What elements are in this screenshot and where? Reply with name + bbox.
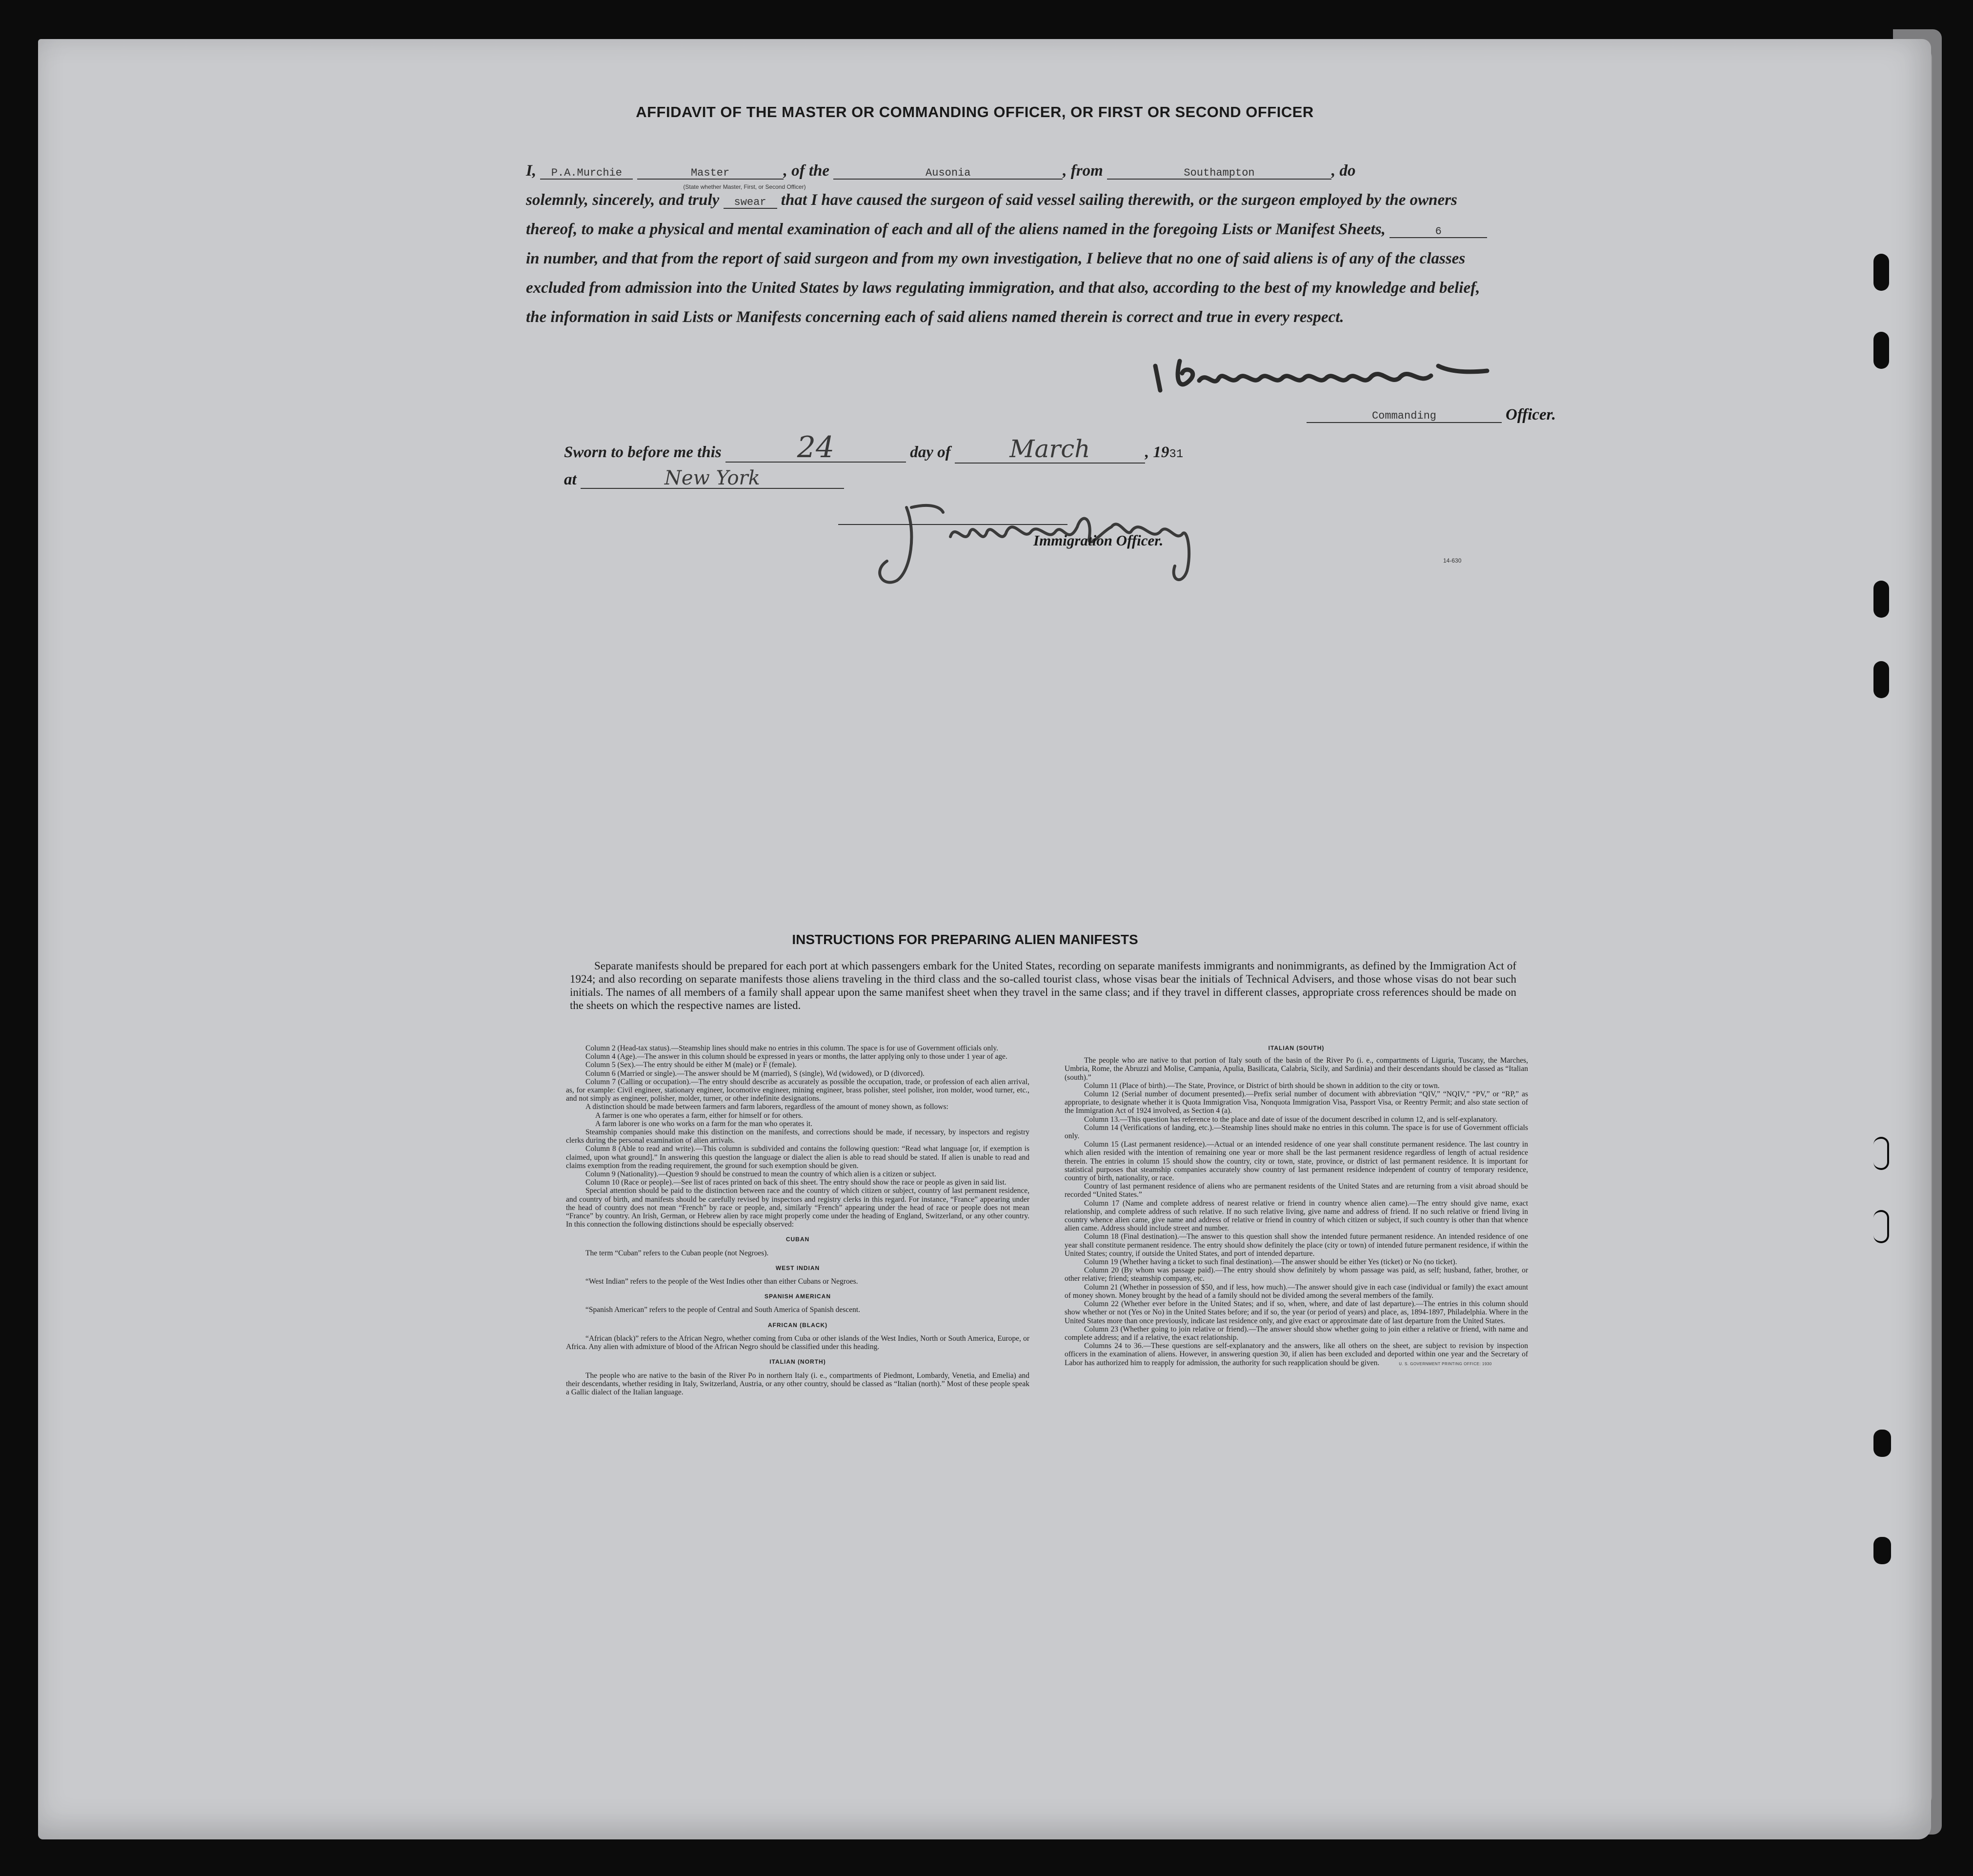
day-of-label: day of xyxy=(910,444,951,461)
instruction-paragraph: Column 8 (Able to read and write).—This column is subdivided and contains the following question: “Read what language [or, if exemption is claimed, upon what ground].” In answering this question the language or dialect the alien is able to read should be stated. If alien is unable to read and claims exemption from the reading requirement, the ground for such exemption should be given. xyxy=(566,1145,1029,1170)
port-field: Southampton xyxy=(1107,168,1331,180)
section-heading-italian-south: ITALIAN (SOUTH) xyxy=(1268,1045,1325,1051)
instructions-right-column xyxy=(1065,1044,1528,1368)
instruction-paragraph: The people who are native to the basin of the River Po in northern Italy (i. e., compartments of Piedmont, Lombardy, Venetia, and Emelia) and their descendants, whether residing in Italy, Switzerland, Austria, or any other country, should be classed as “Italian (north).” Most of these people speak a Gallic dialect of the Italian language. xyxy=(566,1371,1029,1396)
instruction-paragraph: Column 14 (Verifications of landing, etc.).—Steamship lines should make no entries in this column. The space is for use of Government officials only. xyxy=(1065,1123,1528,1141)
sworn-line xyxy=(564,430,1184,464)
instruction-paragraph: Country of last permanent residence of aliens who are permanent residents of the United States and are returning from a visit abroad should be recorded “United States.” xyxy=(1065,1182,1528,1199)
do-label: , do xyxy=(1331,162,1356,180)
instructions-intro: Separate manifests should be prepared for each port at which passengers embark for the United States, recording on separate manifests immigrants and nonimmigrants, as defined by the Immigration Act of 1924; and also recording on separate manifests those aliens traveling in the third class and the so-called tourist class, whose visas bear the initials of Technical Advisers, and those whose visas do not bear such initials. The names of all members of a family shall appear upon the same manifest sheet when they travel in the same class; and if they travel in different classes, appropriate cross references should be made on the sheets on which the respective names are listed. xyxy=(570,960,1516,1011)
instruction-paragraph: Column 5 (Sex).—The entry should be either M (male) or F (female). xyxy=(585,1061,797,1069)
instruction-paragraph: A farm laborer is one who works on a farm for the man who operates it. xyxy=(595,1119,813,1128)
instruction-paragraph: A farmer is one who operates a farm, either for himself or for others. xyxy=(595,1111,803,1120)
instruction-paragraph: Column 2 (Head-tax status).—Steamship lines should make no entries in this column. The space is for use of Government officials only. xyxy=(585,1044,999,1052)
instruction-paragraph: “Spanish American” refers to the people of Central and South America of Spanish descent. xyxy=(585,1306,861,1314)
section-heading-spanish-american: SPANISH AMERICAN xyxy=(764,1293,831,1300)
instruction-paragraph: “African (black)” refers to the African Negro, whether coming from Cuba or other islands of the West Indies, North or South America, Europe, or Africa. Any alien with admixture of blood of the African Negro should be classified under this heading. xyxy=(566,1334,1029,1352)
officer-label: Officer. xyxy=(1506,406,1556,424)
affidavit-i: I, xyxy=(526,162,537,180)
instruction-paragraph: Steamship companies should make this distinction on the manifests, and corrections should be made, if necessary, by inspectors and registry clerks during the personal examination of alien arrivals. xyxy=(566,1128,1029,1145)
columns-24-36-text: Columns 24 to 36.—These questions are self-explanatory and the answers, like all others on the sheet, are subject to revision by inspection officers in the examination of aliens. However, in answering question 30, if alien has been excluded and deported within one year and the Secretary of Labor has authorized him to reapply for admission, the authority for such reapplication should be given. xyxy=(1065,1342,1528,1367)
sheet-count-field: 6 xyxy=(1389,226,1487,238)
punch-hole xyxy=(1873,254,1889,291)
instruction-paragraph: The people who are native to that portion of Italy south of the basin of the River Po (i. e., compartments of Liguria, Tuscany, the Marches, Umbria, Rome, the Abruzzi and Molise, Campania, Apulia, Basilicata, Calabria, Sicily, and Sardinia) and their descendants should be classed as “Italian (south).” xyxy=(1065,1056,1528,1082)
instruction-paragraph: Column 22 (Whether ever before in the United States; and if so, when, where, and date of last departure).—The entries in this column should show whether or not (Yes or No) in the United States before; and if so, the year (or period of years) and place, as, 1894-1897, Philadelphia. Where in the United States more than once previously, indicate last residence only, and give exact or approximate date of last departure from the United States. xyxy=(1065,1300,1528,1325)
section-heading-cuban: CUBAN xyxy=(785,1236,810,1243)
instruction-paragraph: Column 19 (Whether having a ticket to such final destination).—The answer should be either Yes (ticket) or No (no ticket). xyxy=(1084,1258,1457,1267)
instruction-paragraph: Column 18 (Final destination).—The answer to this question shall show the intended future permanent residence. An intended residence of one year shall constitute permanent residence. The entry should show definitely the place (city or town) of intended future permanent residence, if within the United States; country, if outside the United States, and port of intended departure. xyxy=(1065,1232,1528,1258)
vessel-field: Ausonia xyxy=(833,168,1063,180)
punch-hole xyxy=(1873,1137,1889,1170)
immigration-officer-label: Immigration Officer. xyxy=(1033,532,1164,549)
year-prefix: , 19 xyxy=(1145,444,1169,461)
instruction-paragraph: Column 9 (Nationality).—Question 9 should be construed to mean the country of which alien is a citizen or subject. xyxy=(585,1170,936,1179)
document-page xyxy=(38,39,1931,1839)
place-field: New York xyxy=(581,468,844,489)
instruction-paragraph: Column 11 (Place of birth).—The State, Province, or District of birth should be shown in addition to the city or town. xyxy=(1084,1081,1440,1090)
instruction-paragraph: Special attention should be paid to the distinction between race and the country of which citizen or subject, country of last permanent residence, and country of birth, and manifests should be carefully revised by inspectors and registry clerks in this regard. For instance, “France” appearing under the head of country does not mean “French” by race or people, and, similarly “French” appearing under the head of race or people does not mean “France” by country. An Irish, German, or Hebrew alien by race might properly come under the heading of England, Switzerland, or any other country. In this connection the following distinctions should be especially observed: xyxy=(566,1187,1029,1229)
punch-hole xyxy=(1873,661,1889,698)
commanding-field: Commanding xyxy=(1307,410,1502,423)
instruction-paragraph: Column 17 (Name and complete address of nearest relative or friend in country whence alien came).—The entry should give name, exact relationship, and complete address of such relative. If no such relative living, give name and address of friend. If no such relative or friend living in country whence alien came, give name and address of relative or friend in country of which citizen or subject, if such country is other than that whence alien came. Address should include street and number. xyxy=(1065,1199,1528,1233)
of-the-label: , of the xyxy=(783,162,830,180)
sworn-label: Sworn to before me this xyxy=(564,444,722,461)
punch-hole xyxy=(1873,1210,1889,1243)
instruction-paragraph: Column 4 (Age).—The answer in this column should be expressed in years or months, the latter applying only to those under 1 year of age. xyxy=(585,1052,1007,1061)
surgeon-text: that I have caused the surgeon of said vessel sailing therewith, or the surgeon employed by the owners thereof, to make a physical and mental examination of each and all of the aliens named in the foregoing Lists or Manifest Sheets, xyxy=(526,191,1457,238)
rank-note: (State whether Master, First, or Second Officer) xyxy=(683,183,806,190)
affidavit-title: AFFIDAVIT OF THE MASTER OR COMMANDING OFFICER, OR FIRST OR SECOND OFFICER xyxy=(636,103,1314,121)
instruction-paragraph: A distinction should be made between farmers and farm laborers, regardless of the amount of money shown, as follows: xyxy=(585,1103,948,1111)
punch-hole xyxy=(1873,1537,1891,1564)
from-label: , from xyxy=(1063,162,1103,180)
instructions-left-column xyxy=(566,1044,1029,1396)
instruction-paragraph: Column 21 (Whether in possession of $50, and if less, how much).—The answer should give in each case (individual or family) the exact amount of money shown. Money brought by the head of a family should not be divided among the several members of the family. xyxy=(1065,1283,1528,1300)
instruction-paragraph: Column 10 (Race or people).—See list of races printed on back of this sheet. The entry should show the race or people as given in said list. xyxy=(585,1178,1007,1187)
at-line xyxy=(564,468,844,489)
instruction-paragraph: Column 20 (By whom was passage paid).—The entry should show definitely by whom passage was paid, as self; husband, father, brother, or other relative; friend; steamship company, etc. xyxy=(1065,1266,1528,1283)
instruction-paragraph: Column 6 (Married or single).—The answer should be M (married), S (single), Wd (widowed), or D (divorced). xyxy=(585,1069,925,1078)
section-heading-italian-north: ITALIAN (NORTH) xyxy=(769,1358,826,1366)
day-field: 24 xyxy=(725,433,906,463)
affidavit-body xyxy=(526,156,1497,332)
rank-field: Master xyxy=(637,168,784,180)
master-signature xyxy=(1146,351,1516,405)
section-heading-west-indian: WEST INDIAN xyxy=(775,1264,820,1271)
month-field: March xyxy=(955,435,1145,464)
section-heading-african: AFRICAN (BLACK) xyxy=(767,1321,828,1329)
instruction-paragraph xyxy=(1065,1342,1528,1368)
master-name-field: P.A.Murchie xyxy=(540,168,633,180)
solemnly-text: solemnly, sincerely, and truly xyxy=(526,191,720,209)
oath-field: swear xyxy=(724,197,777,209)
punch-hole xyxy=(1873,1430,1891,1457)
form-number: 14-630 xyxy=(1443,557,1462,564)
at-label: at xyxy=(564,471,577,488)
punch-hole xyxy=(1873,332,1889,369)
instructions-title: INSTRUCTIONS FOR PREPARING ALIEN MANIFESTS xyxy=(792,932,1138,947)
instruction-paragraph: Column 7 (Calling or occupation).—The entry should describe as accurately as possible the occupation, trade, or profession of each alien arrival, as, for example: Civil engineer, stationary engineer, locomotive engineer, mining engineer, brass polisher, steel polisher, iron molder, wood turner, etc., and not simply as engineer, polisher, molder, turner, or other indefinite designations. xyxy=(566,1077,1029,1103)
instruction-paragraph: Column 12 (Serial number of document presented).—Prefix serial number of document with abbreviation “QIV,” “NQIV,” “PV,” or “RP,” as appropriate, to designate whether it is Quota Immigration Visa, Nonquota Immigration Visa, Passport Visa, or Reentry Permit; and also state section of the Immigration Act of 1924 involved, as Section 4 (a). xyxy=(1065,1090,1528,1115)
year-suffix: 31 xyxy=(1169,448,1184,461)
instruction-paragraph: Column 15 (Last permanent residence).—Actual or an intended residence of one year shall constitute permanent residence. The last country in which alien resided with the intention of remaining one year or more shall be the last permanent residence regardless of length of actual residence therein. The entries in column 15 should show the country, city or town, state, province, or district of last permanent residence. It is important for statistical purposes that steamship companies accurately show country of last permanent residence independent of country of temporary residence, country of birth, nationality, or race. xyxy=(1065,1140,1528,1183)
declaration-text: in number, and that from the report of said surgeon and from my own investigation, I believe that no one of said aliens is of any of the classes excluded from admission into the United States by laws regulating immigration, and that also, according to the best of my knowledge and belief, the information in said Lists or Manifests concerning each of said aliens named therein is correct and true in every respect. xyxy=(526,250,1480,326)
punch-hole xyxy=(1873,581,1889,618)
printing-office-imprint: U. S. GOVERNMENT PRINTING OFFICE: 1930 xyxy=(1399,1361,1492,1366)
instruction-paragraph: The term “Cuban” refers to the Cuban people (not Negroes). xyxy=(585,1249,769,1257)
instruction-paragraph: Column 13.—This question has reference to the place and date of issue of the document described in column 12, and is self-explanatory. xyxy=(1084,1115,1497,1124)
instruction-paragraph: “West Indian” refers to the people of the West Indies other than either Cubans or Negroes. xyxy=(585,1277,858,1286)
instruction-paragraph: Column 23 (Whether going to join relative or friend).—The answer should show whether going to join either a relative or friend, with name and complete address; and if a relative, the exact relationship. xyxy=(1065,1325,1528,1342)
